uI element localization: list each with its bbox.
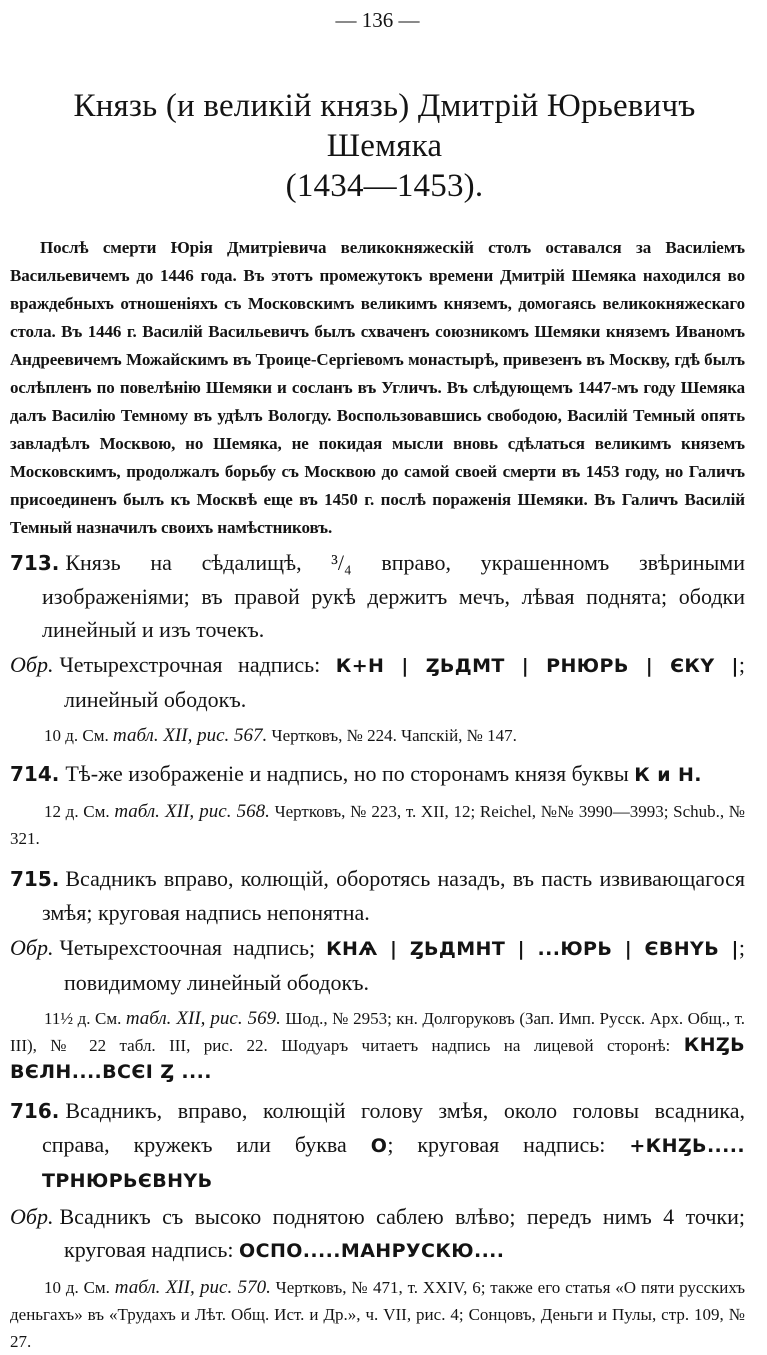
reference-table: табл. XII, рис. 568.: [114, 801, 270, 822]
reference-table: табл. XII, рис. 570.: [114, 1277, 271, 1298]
entry-reverse: [10, 648, 745, 716]
reference-weight: 11½ д. См.: [44, 1009, 122, 1028]
reverse-text-end: ; линейный ободокъ.: [64, 652, 746, 712]
entry-text: Всадникъ вправо, колющій, оборотясь назадъ, въ пасть извивающагося змѣя; круговая надпись непонятна.: [42, 866, 745, 925]
entry-text-cont: ; круговая надпись:: [387, 1132, 606, 1157]
reverse-text: Всадникъ съ высоко поднятою саблею влѣво; передъ нимъ 4 точки; круговая надпись:: [59, 1204, 745, 1262]
reference-sources: Чертковъ, № 224. Чапскій, № 147.: [271, 726, 517, 745]
legend-inscription: КНѦ | ȤЬДМНТ | ...ЮРЬ | ЄВНYЬ |: [326, 938, 739, 960]
reference-weight: 10 д. См.: [44, 726, 109, 745]
reverse-label: Обр.: [10, 1204, 54, 1229]
entry-716: [10, 1094, 745, 1355]
entry-description: [10, 546, 745, 646]
title-line-2: (1434—1453).: [285, 168, 484, 204]
entry-reference: [10, 722, 745, 749]
reverse-text: Четырехстоочная надпись;: [59, 935, 316, 960]
entry-text: Князь на сѣдалищѣ, ³/₄ вправо, украшенномъ звѣриными изображеніями; въ правой рукѣ держитъ мечъ, лѣвая поднята; ободки линейный и изъ точекъ.: [42, 550, 745, 642]
entry-number: 716.: [10, 1099, 60, 1123]
reference-weight: 12 д. См.: [44, 802, 110, 821]
entry-713: [10, 546, 745, 749]
entry-description: [10, 862, 745, 929]
entry-number: 713.: [10, 551, 60, 575]
reference-table: табл. XII, рис. 567.: [113, 725, 268, 746]
legend-obverse: КНȤЬ ВЄЛН....ВСЄІ Ȥ ....: [10, 1034, 745, 1083]
legend-reverse: ОСПО.....МАНРУСКЮ....: [239, 1240, 505, 1262]
legend-letters: К и Н.: [634, 764, 702, 786]
entry-reference: [10, 798, 745, 852]
entry-description: [10, 1094, 745, 1198]
reverse-text-end: ; повидимому линейный ободокъ.: [64, 935, 746, 995]
intro-paragraph: Послѣ смерти Юрія Дмитріевича великокняжескій столъ оставался за Василіемъ Васильевичемъ до 1446 года. Въ этотъ промежутокъ времени Дмитрій Шемяка находился во враждебныхъ отношеніяхъ съ Московскимъ великимъ княземъ, домогаясь великокняжескаго стола. Въ 1446 г. Василій Васильевичъ былъ схваченъ союзникомъ Шемяки княземъ Иваномъ Андреевичемъ Можайскимъ въ Троице-Сергіевомъ монастырѣ, привезенъ въ Москву, гдѣ былъ ослѣпленъ по повелѣнію Шемяки и сосланъ въ Угличъ. Въ слѣдующемъ 1447-мъ году Шемяка далъ Василію Темному въ удѣлъ Вологду. Воспользовавшись свободою, Василій Темный опять завладѣлъ Москвою, но Шемяка, не покидая мысли вновь сдѣлаться великимъ княземъ Московскимъ, продолжалъ борьбу съ Москвою до самой своей смерти въ 1453 году, но Галичъ присоединенъ былъ къ Москвѣ еще въ 1450 г. послѣ пораженія Шемяки. Въ Галичъ Василій Темный назначилъ своихъ намѣстниковъ.: [10, 238, 745, 537]
reference-table: табл. XII, рис. 569.: [125, 1008, 281, 1029]
reference-sources: Чертковъ, № 223, т. XII, 12; Reichel, №№ 3990—3993; Schub., № 321.: [10, 802, 746, 848]
legend-inscription: +КНȤЬ..... ТРНЮРЬЄВНYЬ: [42, 1135, 746, 1192]
reference-sources: Шод., № 2953; кн. Долгоруковъ (Зап. Имп. Русск. Арх. Общ., т. III), № 22 табл. III, рис. 22. Шодуаръ читаетъ надпись на лицевой сторонѣ:: [10, 1009, 746, 1055]
legend-inscription: К+Н | ȤЬДМТ | РНЮРЬ | ЄКY |: [335, 655, 739, 677]
reference-weight: 10 д. См.: [44, 1278, 110, 1297]
entry-reverse: [10, 1200, 745, 1268]
entry-description: [10, 757, 745, 792]
reverse-label: Обр.: [10, 935, 54, 960]
entry-text: Тѣ-же изображеніе и надпись, но по сторонамъ князя буквы: [65, 761, 629, 786]
page-number: — 136 —: [335, 8, 420, 32]
section-title: [24, 86, 745, 206]
reverse-label: Обр.: [10, 652, 54, 677]
entry-reference: [10, 1005, 745, 1086]
reference-sources: Чертковъ, № 471, т. XXIV, 6; также его статья «О пяти русскихъ деньгахъ» въ «Трудахъ и Лѣт. Общ. Ист. и Др.», ч. VII, рис. 4; Сонцовъ, Деньги и Пулы, стр. 109, № 27.: [10, 1278, 745, 1351]
entry-number: 714.: [10, 762, 60, 786]
legend-letter-o: О: [370, 1135, 388, 1157]
entry-715: [10, 862, 745, 1086]
reverse-text: Четырехстрочная надпись:: [59, 652, 321, 677]
entry-reverse: [10, 931, 745, 999]
entry-714: [10, 757, 745, 852]
title-line-1: Князь (и великій князь) Дмитрій Юрьевичъ Шемяка: [73, 88, 696, 164]
entry-text: Всадникъ, вправо, колющій голову змѣя, около головы всадника, справа, кружекъ или буква: [42, 1098, 745, 1157]
entry-reference: [10, 1274, 745, 1355]
entry-number: 715.: [10, 867, 60, 891]
